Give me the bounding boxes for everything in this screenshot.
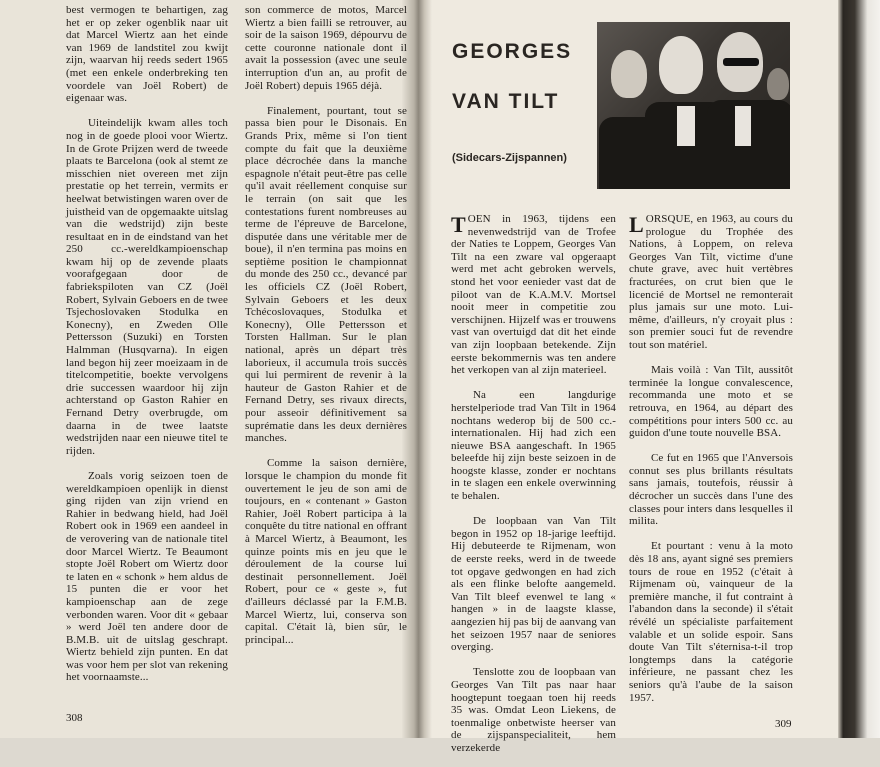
paragraph [629, 540, 793, 704]
paragraph-text: Comme la saison dernière, lorsque le champion du monde fit ouvertement le jeu de son ami de toujours, en « contenant » Gaston Rahier, Joël Robert participa à la conquête du titre national en offrant à Marcel Wiertz, à Beaumont, les quinze points mis en jeu que le déroulement de la course lui destinait personnellement. Joël Robert, pour ce « geste », fut d'ailleurs déclassé par la F.M.B. Marcel Wiertz, lui, conserva son capital. C'était là, bien sûr, le principal... [245, 457, 407, 646]
paragraph-text: Na een langdurige herstelperiode trad Van Tilt in 1964 nochtans wederop bij de 500 cc.-internationalen. Hij had zich een nieuwe BSA aangeschaft. In 1965 beleefde hij zijn beste seizoen in de hoogste klasse, zonder er nochtans in te slagen een enkele overwinning te behalen. [451, 389, 616, 503]
paragraph-text: Et pourtant : venu à la moto dès 18 ans, ayant signé ses premiers tours de roue en 1952 (c'était à Rijmenam où, vainqueur de la première manche, il fut contraint à l'abandon dans la seconde) il s'était révélé un spécialiste parfaitement valable et un solide espoir. Sans doute Van Tilt s'éternisa-t-il trop longtemps dans la catégorie inférieure, ne passant chez les seniors qu'à l'aube de la saison 1957. [629, 540, 793, 704]
portrait-photo [597, 22, 790, 189]
paragraph [451, 515, 616, 654]
drop-cap: T [451, 212, 466, 237]
paragraph [451, 213, 616, 377]
paragraph [245, 4, 407, 92]
paragraph-text: Finalement, pourtant, tout se passa bien pour le Disonais. En Grands Prix, même si l'on tient compte du fait que la deuxième place décrochée dans la manche espagnole n'était peut-être pas celle qu'il avait réellement conquise sur le terrain (on sait que les contestations furent nombreuses au terme de l'épreuve de Barcelone, disputée dans une véritable mer de boue), il n'en termina pas moins en septième position le championnat du monde des 250 cc., devancé par les officiels CZ (Joël Robert, Sylvain Geboers et les deux Tchécoslovaques, Stodulka et Konecny), Olle Pettersson et Torsten Hallman. Sur le plan national, après un départ très laborieux, il accumula trois succès qui lui permirent de revenir à la hauteur de Gaston Rahier et de Fernand Detry, ses rivaux directs, pour asseoir définitivement sa suprématie dans les deux dernières manches. [245, 104, 407, 445]
paragraph-text: Ce fut en 1965 que l'Anversois connut ses plus brillants résultats sans jamais, toutefois, réussir à décrocher un succès dans l'une des classes pour inters dans lesquelles il milita. [629, 452, 793, 528]
paragraph-text: Uiteindelijk kwam alles toch nog in de goede plooi voor Wiertz. In de Grote Prijzen werd de tweede plaats te Barcelona (ook al stemt ze misschien niet overeen met zijn prestatie op het terrein, vermits er heelwat betwistingen waren over de juistheid van de opgemaakte uitslag van die wedstrijd) zijn beste resultaat en in de eindstand van het 250 cc.-wereldkampioenschap kwam hij op de zevende plaats voorafgegaan door de fabriekspiloten van CZ (Joël Robert, Sylvain Geboers en de twee Tsjechoslovaken Stodulka en Konecny), en Zweden Olle Pettersson (Suzuki) en Torsten Halmman (Husqvarna). In eigen land begon hij zeer moeizaam in de titelcompetitie, boekte vervolgens drie successen waardoor hij zijn achterstand op Gaston Rahier en Fernand Detry overbrugde, om daarna in de twee laatste wedstrijden naar een nieuwe titel te rijden. [66, 117, 228, 457]
drop-cap: L [629, 212, 644, 237]
paragraph [629, 364, 793, 440]
page-number-left: 308 [66, 712, 83, 724]
paragraph [245, 457, 407, 646]
paragraph [245, 105, 407, 445]
paragraph-text: ORSQUE, en 1963, au cours du prologue du Trophée des Nations, à Loppem, on releva Georges Van Tilt, victime d'une chute grave, avec huit vertèbres fracturées, on crut bien que le licencié de Mortsel ne remonterait plus jamais sur une moto. Lui-même, d'ailleurs, n'y croyait plus : son premier souci fut de revendre tout son matériel. [629, 213, 793, 351]
title-line-first: GEORGES [452, 40, 573, 63]
left-column-dutch [66, 4, 228, 697]
article-title [452, 38, 602, 114]
page-edge [838, 0, 880, 738]
paragraph-text: Tenslotte zou de loopbaan van Georges Van Tilt pas naar haar hoogtepunt toegaan toen hij reeds 35 was. Omdat Leon Liekens, de toenmalige onbetwiste heerser van de zijspanspecialiteit, hem verzekerde [451, 666, 616, 754]
paragraph-text: best vermogen te behartigen, zag het er op zeker ogenblik naar uit dat Marcel Wiertz aan het einde van 1969 de landstitel zou kwijt zijn, waarvan hij reeds sedert 1965 (met een enkele onderbreking ten voordele van Joël Robert) de eigenaar was. [66, 4, 228, 105]
paragraph [451, 666, 616, 754]
paragraph [66, 117, 228, 457]
paragraph [66, 470, 228, 684]
title-line-second: VAN TILT [452, 90, 560, 113]
left-column-french [245, 4, 407, 659]
paragraph [629, 213, 793, 352]
paragraph-text: son commerce de motos, Marcel Wiertz a bien failli se retrouver, au soir de la saison 1969, dépourvu de cette couronne nationale dont il avait la possession (avec une seule interruption d'un an, au profit de Joël Robert) depuis 1965 déjà. [245, 4, 407, 92]
paragraph [451, 389, 616, 502]
paragraph-text: De loopbaan van Van Tilt begon in 1952 op 18-jarige leeftijd. Hij debuteerde te Rijmenam, won de eerste reeks, werd in de tweede tot opgave gedwongen en had zich als een flinke belofte aangemeld. Van Tilt bleef evenwel te lang « hangen » in de laagste klasse, aangezien hij pas bij de aanvang van het seizoen 1957 naar de seniores overging. [451, 515, 616, 654]
paragraph-text: OEN in 1963, tijdens een nevenwedstrijd van de Trofee der Naties te Loppem, Georges Van Tilt na een zware val opgeraapt werd met acht gebroken wervels, stond het voor eenieder vast dat de piloot van de K.A.M.V. Mortsel nooit meer in competitie zou verschijnen. Hijzelf was er trouwens vast van overtuigd dat dit het einde van zijn loopbaan betekende. Zijn eerste bekommernis was ten andere het verkopen van al zijn materieel. [451, 213, 616, 377]
paragraph-text: Zoals vorig seizoen toen de wereldkampioen openlijk in dienst ging rijden van zijn vriend en Rahier in bedwang hield, had Joël Robert ook in 1969 een aandeel in de verovering van de nationale titel door Marcel Wiertz. Te Beaumont stopte Joël Robert om Wiertz door te laten en « schonk » hem aldus de 15 punten die er voor het kampioenschap aan de zege verbonden waren. Voor dit « gebaar » werd Joël ten andere door de B.M.B. uit de uitslag geschrapt. Wiertz behield zijn punten. En dat was voor hem per slot van rekening het voornaamste... [66, 469, 228, 684]
paragraph [629, 452, 793, 528]
article-subtitle: (Sidecars-Zijspannen) [452, 152, 567, 164]
right-column-dutch [451, 213, 616, 767]
right-column-french [629, 213, 793, 717]
paragraph-text: Mais voilà : Van Tilt, aussitôt terminée la longue convalescence, recommanda une moto et se retrouva, en 1964, au départ des compétitions pour inters 500 cc. au guidon d'une toute nouvelle BSA. [629, 364, 793, 440]
paragraph [66, 4, 228, 105]
page-number-right: 309 [775, 718, 792, 730]
